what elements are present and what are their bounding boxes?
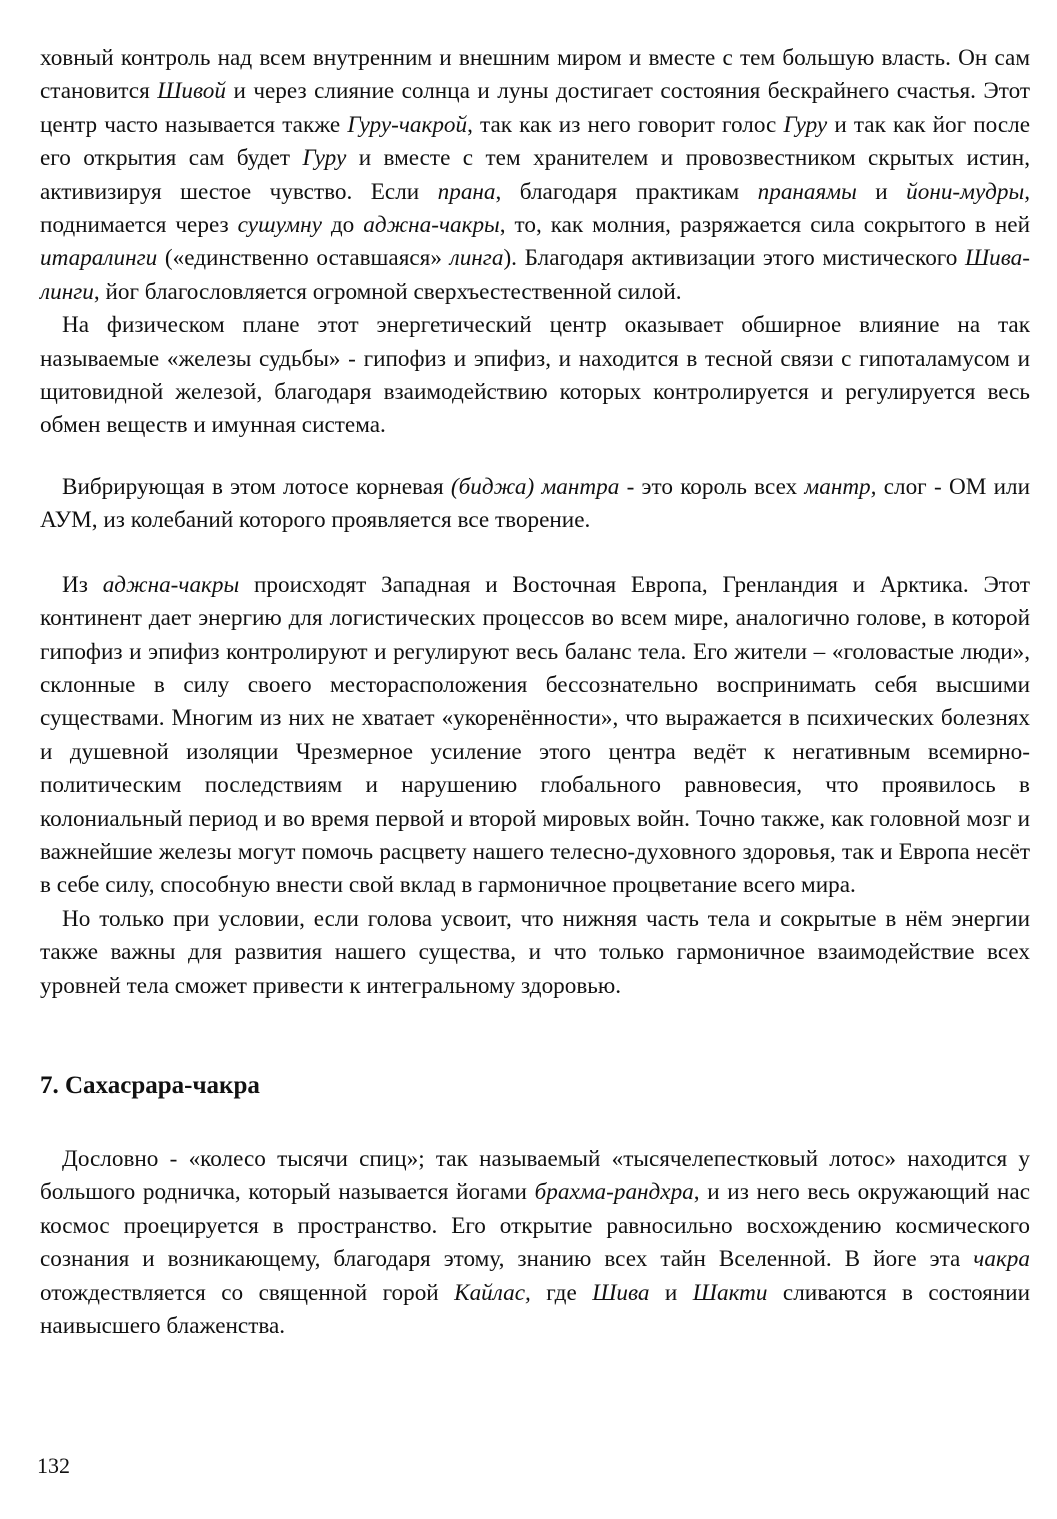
page-number: 132 [37,1453,70,1478]
page-body [40,42,1030,1343]
paragraph-2: На физическом плане этот энергетический центр оказывает обширное влияние на так называемые «железы судьбы» - гипофиз и эпифиз, и находится в тесной связи с гипоталамусом и щитовидной железой, благодаря взаимодействию которых контролируется и регулируется весь обмен веществ и имунная система. [40,312,1030,439]
paragraph-3: Вибрирующая в этом лотосе корневая (биджа) мантра - это король всех мантр, слог - ОМ или АУМ, из колебаний которого проявляется все творение. [40,473,1030,534]
paragraph-5: Но только при условии, если голова усвоит, что нижняя часть тела и сокрытые в нём энергии также важны для развития нашего существа, и что только гармоничное взаимодействие всех уровней тела сможет привести к интегральному здоровью. [40,905,1030,999]
paragraph-1: ховный контроль над всем внутренним и внешним миром и вместе с тем большую власть. Он сам становится Шивой и через слияние солнца и луны достигает состояния бескрайнего счастья. Этот центр часто называется также Гуру-чакрой, так как из него говорит голос Гуру и так как йог после его открытия сам будет Гуру и вместе с тем хранителем и провозвестником скрытых истин, активизируя шестое чувство. Если прана, благодаря практикам пранаямы и йони-мудры, поднимается через сушумну до аджна-чакры, то, как молния, разряжается сила сокрытого в ней итаралинги («единственно оставшаяся» линга). Благодаря активизации этого мистического Шива-линги, йог благословляется огромной сверхъестественной силой. [40,45,1030,305]
paragraph-6: Дословно - «колесо тысячи спиц»; так называемый «тысячелепестковый лотос» находится у большого родничка, который называется йогами брахма-рандхра, и из него весь окружающий нас космос проецируется в пространство. Его открытие равносильно восхождению космического сознания и возникающему, благодаря этому, знанию всех тайн Вселенной. В йоге эта чакра отождествляется со священной горой Кайлас, где Шива и Шакти сливаются в состоянии наивысшего блаженства. [40,1145,1030,1339]
section-heading: 7. Сахасрара-чакра [40,1071,260,1099]
paragraph-4: Из аджна-чакры происходят Западная и Восточная Европа, Гренландия и Арктика. Этот континент дает энергию для логистических процессов во всем мире, аналогично голове, в которой гипофиз и эпифиз контролируют и регулируют весь баланс тела. Его жители – «головастые люди», склонные в силу своего месторасположения бессознательно воспринимать себя высшими существами. Многим из них не хватает «укоренённости», что выражается в психических болезнях и душевной изоляции Чрезмерное усиление этого центра ведёт к негативным всемирно-политическим последствиям и нарушению глобального равновесия, что проявилось в колониальный период и во время первой и второй мировых войн. Точно также, как головной мозг и важнейшие железы могут помочь расцвету нашего телесно-духовного здоровья, так и Европа несёт в себе силу, способную внести свой вклад в гармоничное процветание всего мира. [40,571,1030,899]
